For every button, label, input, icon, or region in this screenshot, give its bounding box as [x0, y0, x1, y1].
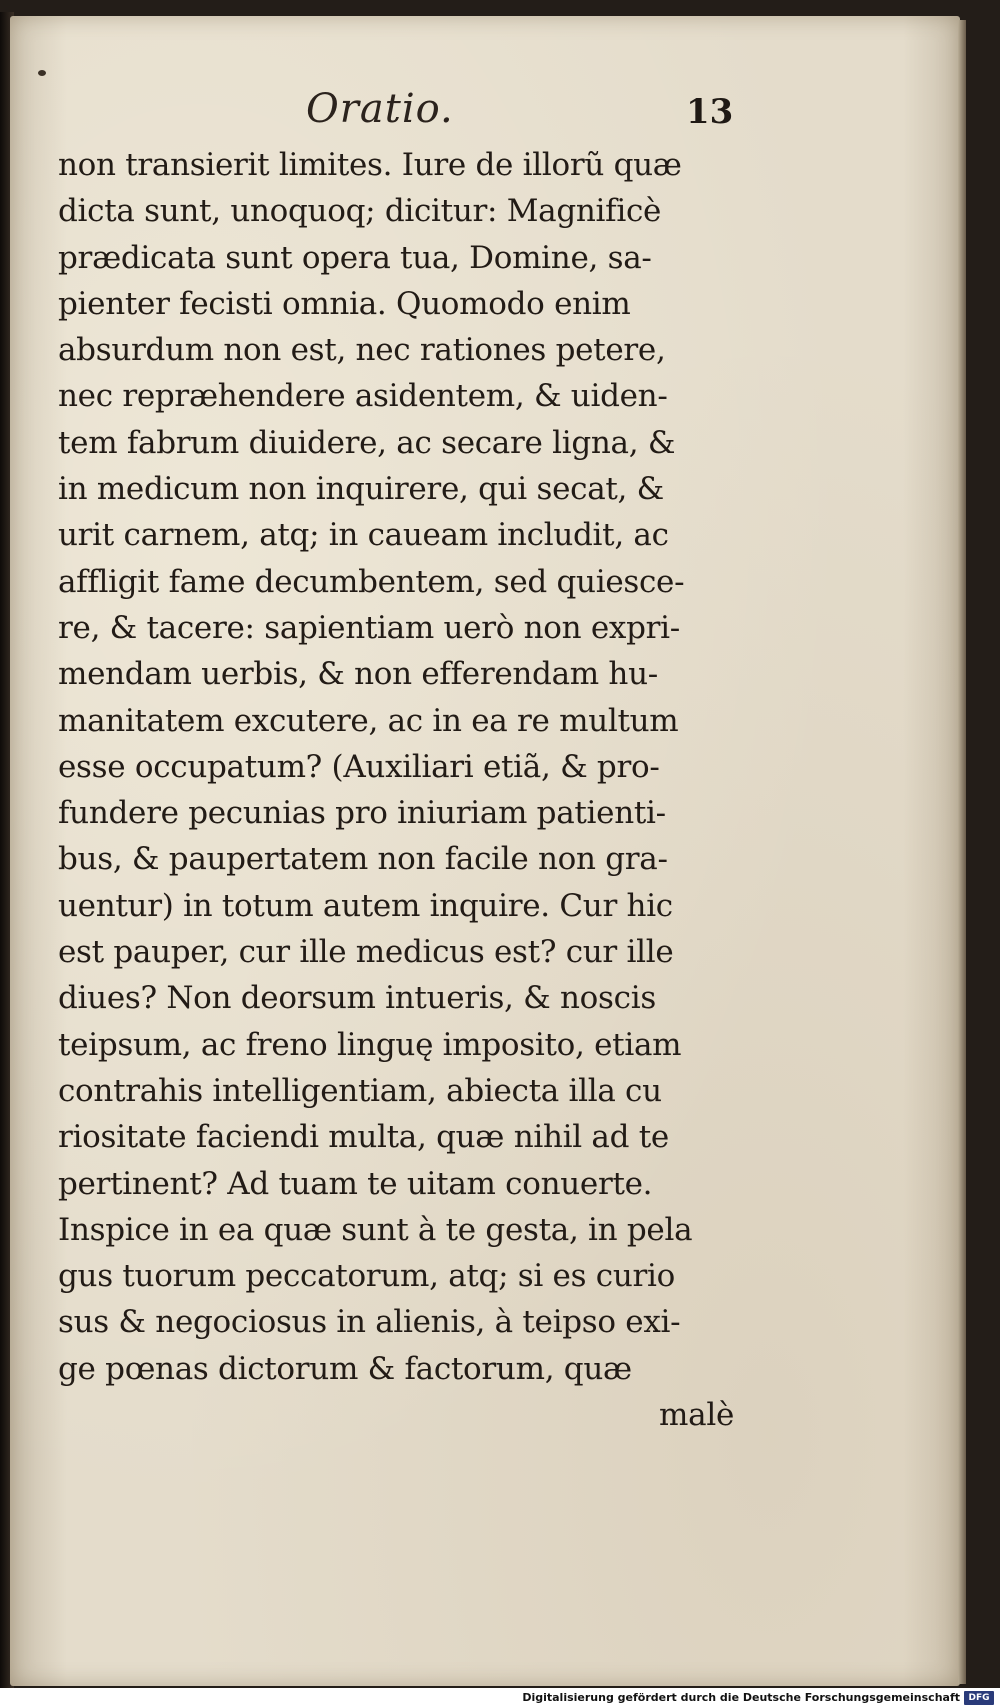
- text-line: est pauper, cur ille medicus est? cur ille: [58, 934, 674, 971]
- page-number: 13: [686, 92, 734, 132]
- text-line: diues? Non deorsum intueris, & noscis: [58, 980, 656, 1017]
- text-line: dicta sunt, unoquoq; dicitur: Magnificè: [58, 193, 662, 230]
- text-line: nec repræhendere asidentem, & uiden-: [58, 378, 668, 415]
- digitization-credit: Digitalisierung gefördert durch die Deutsche Forschungsgemeinschaft: [522, 1691, 960, 1704]
- text-line: uentur) in totum autem inquire. Cur hic: [58, 887, 673, 924]
- dfg-logo-icon: DFG: [964, 1691, 994, 1705]
- text-line: sus & negociosus in alienis, à teipso exi-: [58, 1304, 681, 1341]
- text-line: affligit fame decumbentem, sed quiesce-: [58, 563, 685, 600]
- body-text: [58, 142, 738, 1438]
- text-line: gus tuorum peccatorum, atq; si es curio: [58, 1258, 675, 1295]
- text-line: contrahis intelligentiam, abiecta illa cu: [58, 1072, 662, 1109]
- page-edge: [958, 20, 966, 1684]
- text-line: prædicata sunt opera tua, Domine, sa-: [58, 239, 652, 276]
- text-line: tem fabrum diuidere, ac secare ligna, &: [58, 424, 676, 461]
- ink-speck: [38, 70, 46, 76]
- text-line: pienter fecisti omnia. Quomodo enim: [58, 285, 631, 322]
- text-line: non transierit limites. Iure de illorũ quæ: [58, 147, 682, 183]
- text-line: mendam uerbis, & non efferendam hu-: [58, 656, 658, 693]
- text-line: re, & tacere: sapientiam uerò non expri-: [58, 609, 680, 646]
- text-line: manitatem excutere, ac in ea re multum: [58, 702, 679, 739]
- text-line: absurdum non est, nec rationes petere,: [58, 332, 666, 369]
- text-line: teipsum, ac freno linguę imposito, etiam: [58, 1026, 682, 1063]
- text-line: fundere pecunias pro iniuriam patienti-: [58, 795, 666, 832]
- text-line: riositate faciendi multa, quæ nihil ad te: [58, 1119, 669, 1156]
- catchword: malè: [659, 1397, 734, 1434]
- text-line: in medicum non inquirere, qui secat, &: [58, 471, 664, 508]
- text-line: bus, & paupertatem non facile non gra-: [58, 841, 668, 878]
- running-head: Oratio.: [306, 86, 454, 132]
- text-line: Inspice in ea quæ sunt à te gesta, in pela: [58, 1211, 693, 1248]
- footer-bar: [0, 1688, 1000, 1708]
- text-line: ge pœnas dictorum & factorum, quæ: [58, 1350, 632, 1387]
- text-line: urit carnem, atq; in caueam includit, ac: [58, 517, 669, 554]
- text-line: pertinent? Ad tuam te uitam conuerte.: [58, 1165, 653, 1202]
- text-line: esse occupatum? (Auxiliari etiã, & pro-: [58, 748, 660, 785]
